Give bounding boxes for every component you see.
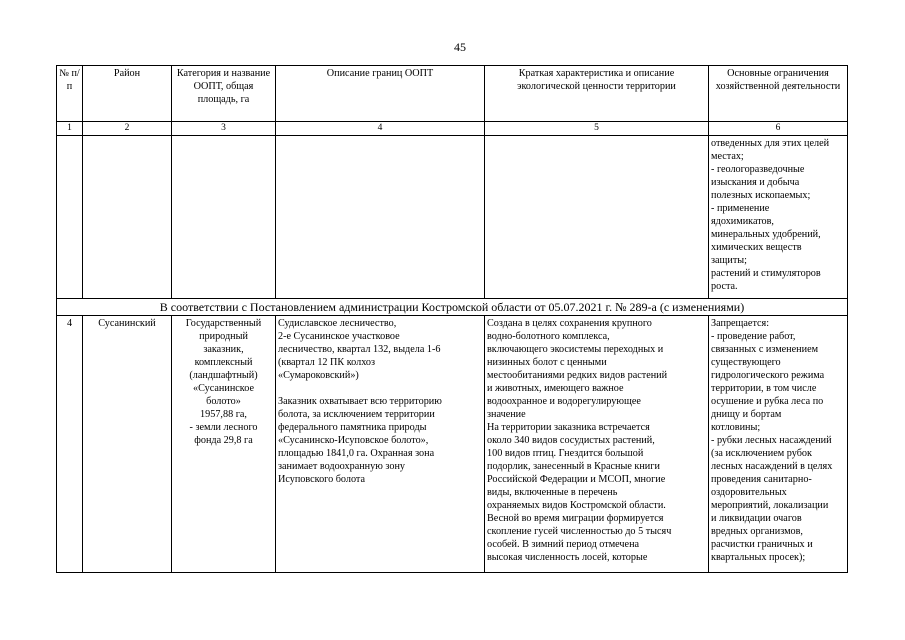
text-line: болото» — [206, 396, 241, 407]
text-line: квартальных просек); — [711, 552, 806, 563]
empty-cell — [172, 136, 276, 299]
continuation-restrictions — [709, 136, 848, 299]
text-line: Заказник охватывает всю территорию — [278, 396, 442, 407]
header-boundaries: Описание границ ООПТ — [276, 66, 485, 122]
text-line: водоохранное и водорегулирующее — [487, 396, 641, 407]
continuation-row — [57, 136, 848, 299]
text-line: расчистки граничных и — [711, 539, 813, 550]
empty-cell — [485, 136, 709, 299]
text-line: (квартал 12 ПК колхоз — [278, 357, 376, 368]
text-line: связанных с изменением — [711, 344, 819, 355]
paragraph-gap — [278, 382, 482, 395]
text-line: - геологоразведочные — [711, 164, 805, 175]
empty-cell — [57, 136, 83, 299]
text-line: - проведение работ, — [711, 331, 796, 342]
text-line: комплексный — [194, 357, 253, 368]
text-line: значение — [487, 409, 526, 420]
text-line: заказник, — [203, 344, 244, 355]
row-number: 4 — [57, 316, 83, 573]
column-number: 5 — [485, 122, 709, 136]
text-line: оздоровительных — [711, 487, 787, 498]
text-line: и ликвидации очагов — [711, 513, 802, 524]
text-line: и животных, имеющего важное — [487, 383, 624, 394]
text-line: полезных ископаемых; — [711, 190, 811, 201]
text-line: отведенных для этих целей — [711, 138, 830, 149]
text-line: (ландшафтный) — [189, 370, 258, 381]
text-line: ядохимикатов, — [711, 216, 774, 227]
text-line: местообитаниями редких видов растений — [487, 370, 668, 381]
table-row — [57, 316, 848, 573]
column-number: 1 — [57, 122, 83, 136]
text-line: вредных организмов, — [711, 526, 803, 537]
text-line: природный — [199, 331, 248, 342]
header-district: Район — [83, 66, 172, 122]
text-line: изыскания и добыча — [711, 177, 800, 188]
text-line: высокая численность лосей, которые — [487, 552, 648, 563]
section-header-row — [57, 299, 848, 316]
row-characteristics — [485, 316, 709, 573]
text-line: существующего — [711, 357, 781, 368]
row-boundaries — [276, 316, 485, 573]
text-line: лесных насаждений в целях — [711, 461, 833, 472]
header-number: № п/п — [57, 66, 83, 122]
text-line: роста. — [711, 281, 738, 292]
text-line: «Сумароковский») — [278, 370, 359, 381]
text-line: осушение и рубка леса по — [711, 396, 824, 407]
empty-cell — [276, 136, 485, 299]
text-line: (за исключением рубок — [711, 448, 812, 459]
text-line: около 340 видов сосудистых растений, — [487, 435, 655, 446]
text-line: - земли лесного — [189, 422, 258, 433]
text-line: водно-болотного комплекса, — [487, 331, 610, 342]
text-line: Создана в целях сохранения крупного — [487, 318, 652, 329]
text-line: 1957,88 га, — [200, 409, 247, 420]
text-line: низинных болот с ценными — [487, 357, 607, 368]
text-line: местах; — [711, 151, 744, 162]
text-line: особей. В зимний период отмечена — [487, 539, 640, 550]
text-line: болота, за исключением территории — [278, 409, 435, 420]
text-line: Государственный — [185, 318, 262, 329]
text-line: фонда 29,8 га — [194, 435, 253, 446]
row-district: Сусанинский — [83, 316, 172, 573]
header-characteristics: Краткая характеристика и описание экологической ценности территории — [485, 66, 709, 122]
text-line: 2-е Сусанинское участковое — [278, 331, 400, 342]
header-category: Категория и название ООПТ, общая площадь, га — [172, 66, 276, 122]
text-line: «Сусанинско-Исуповское болото», — [278, 435, 429, 446]
text-line: - применение — [711, 203, 770, 214]
text-line: Исуповского болота — [278, 474, 366, 485]
text-line: днищу и бортам — [711, 409, 782, 420]
text-line: виды, включенные в перечень — [487, 487, 618, 498]
text-line: занимает водоохранную зону — [278, 461, 405, 472]
text-line: территории, в том числе — [711, 383, 817, 394]
column-number: 4 — [276, 122, 485, 136]
text-line: подорлик, занесенный в Красные книги — [487, 461, 660, 472]
text-line: федерального памятника природы — [278, 422, 427, 433]
text-line: Судиславское лесничество, — [278, 318, 397, 329]
text-line: скопление гусей численностью до 5 тысяч — [487, 526, 672, 537]
column-number: 6 — [709, 122, 848, 136]
text-line: 100 видов птиц. Гнездится большой — [487, 448, 644, 459]
text-line: проведения санитарно- — [711, 474, 812, 485]
row-category — [172, 316, 276, 573]
text-line: растений и стимуляторов — [711, 268, 821, 279]
column-number: 2 — [83, 122, 172, 136]
ootp-table — [56, 65, 848, 573]
text-line: Запрещается: — [711, 318, 770, 329]
text-line: площадью 1841,0 га. Охранная зона — [278, 448, 435, 459]
section-header: В соответствии с Постановлением администрации Костромской области от 05.07.2021 г. № 289-а (с изменениями) — [57, 299, 848, 316]
text-line: химических веществ — [711, 242, 802, 253]
text-line: мероприятий, локализации — [711, 500, 829, 511]
page-number: 45 — [454, 40, 466, 54]
empty-cell — [83, 136, 172, 299]
text-line: лесничество, квартал 132, выдела 1-6 — [278, 344, 441, 355]
text-line: включающего экосистемы переходных и — [487, 344, 664, 355]
text-line: - рубки лесных насаждений — [711, 435, 832, 446]
text-line: На территории заказника встречается — [487, 422, 650, 433]
row-restrictions — [709, 316, 848, 573]
header-row — [57, 66, 848, 122]
text-line: Весной во время миграции формируется — [487, 513, 664, 524]
column-number: 3 — [172, 122, 276, 136]
header-restrictions: Основные ограничения хозяйственной деятельности — [709, 66, 848, 122]
text-line: гидрологического режима — [711, 370, 825, 381]
text-line: защиты; — [711, 255, 747, 266]
text-line: охраняемых видов Костромской области. — [487, 500, 666, 511]
column-number-row — [57, 122, 848, 136]
text-line: минеральных удобрений, — [711, 229, 821, 240]
text-line: котловины; — [711, 422, 761, 433]
text-line: Российской Федерации и МСОП, многие — [487, 474, 666, 485]
text-line: «Сусанинское — [193, 383, 254, 394]
